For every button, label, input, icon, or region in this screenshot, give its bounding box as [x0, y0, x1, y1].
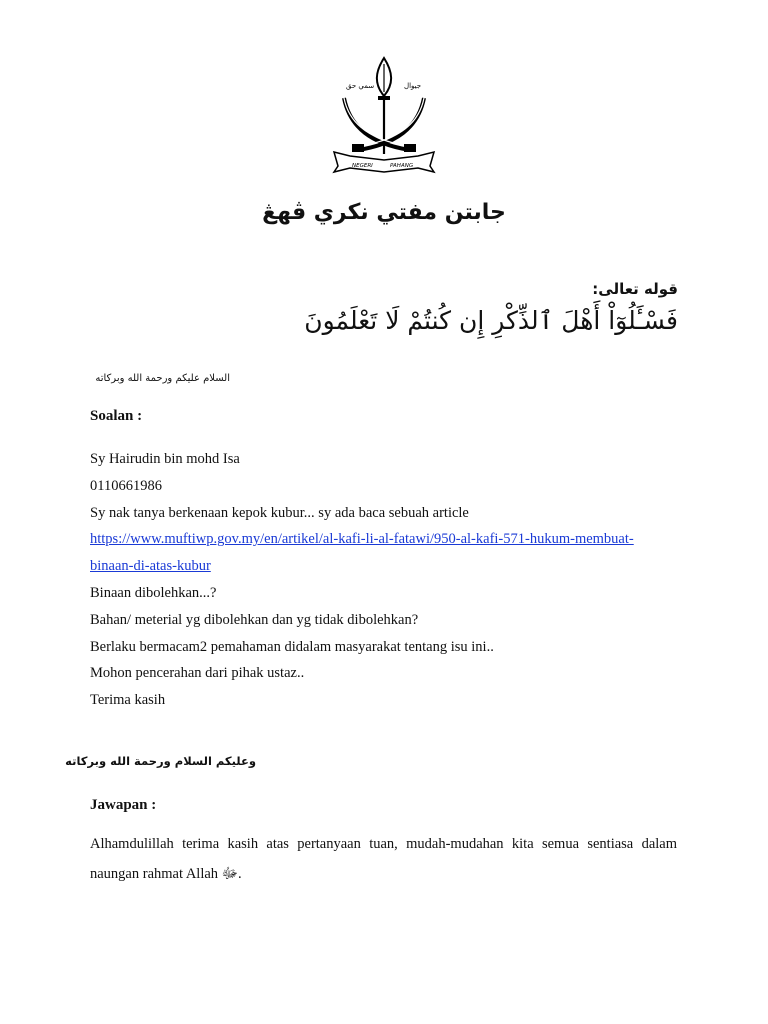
question-line: Berlaku bermacam2 pemahaman didalam masyarakat tentang isu ini.. [90, 638, 494, 655]
question-line: 0110661986 [90, 477, 162, 494]
crest-ribbon-right: PAHANG [390, 163, 414, 169]
pahang-crest-icon [330, 54, 438, 176]
question-line: Sy nak tanya berkenaan kepok kubur... sy ada baca sebuah article [90, 504, 469, 521]
question-line: Mohon pencerahan dari pihak ustaz.. [90, 665, 305, 682]
quran-verse: فَسْـَٔلُوٓاْ أَهْلَ ٱلذِّكْرِ إِن كُنتُمْ لَا تَعْلَمُونَ [304, 306, 678, 335]
crest-left-script: ﺳﻤﻲ ﺣﻖ [346, 82, 375, 90]
question-body [90, 446, 690, 714]
article-link-line-2[interactable] [90, 553, 690, 580]
article-link[interactable]: https://www.muftiwp.gov.my/en/artikel/al-kafi-li-al-fatawi/950-al-kafi-571-hukum-membuat- [90, 531, 634, 548]
page-title: جابتن مفتي نكري ڤهڠ [262, 200, 506, 225]
answer-label: Jawapan : [90, 797, 157, 813]
reply-salam: وعليكم السلام ورحمة الله وبركاته [65, 754, 256, 768]
answer-body [90, 829, 677, 889]
greeting-salam: السلام عليكم ورحمة الله وبركاته [95, 373, 230, 384]
crest-right-script: ﺟﻴﻮاﻝ [404, 82, 422, 90]
qaul-label: قوله تعالى: [592, 280, 678, 298]
question-line: Binaan dibolehkan...? [90, 584, 217, 601]
article-link-line-1[interactable] [90, 526, 690, 553]
question-label: Soalan : [90, 408, 143, 424]
article-link-continued[interactable]: binaan-di-atas-kubur [90, 558, 211, 575]
answer-line: Alhamdulillah terima kasih atas pertanyaan tuan, mudah-mudahan kita semua sentiasa dalam [90, 836, 677, 852]
question-line: Sy Hairudin bin mohd Isa [90, 451, 240, 467]
question-line: Terima kasih [90, 692, 166, 709]
answer-line: naungan rahmat Allah ﷻ. [90, 866, 242, 882]
crest-ribbon-left: NEGERI [352, 163, 373, 169]
question-line: Bahan/ meterial yg dibolehkan dan yg tidak dibolehkan? [90, 611, 419, 628]
